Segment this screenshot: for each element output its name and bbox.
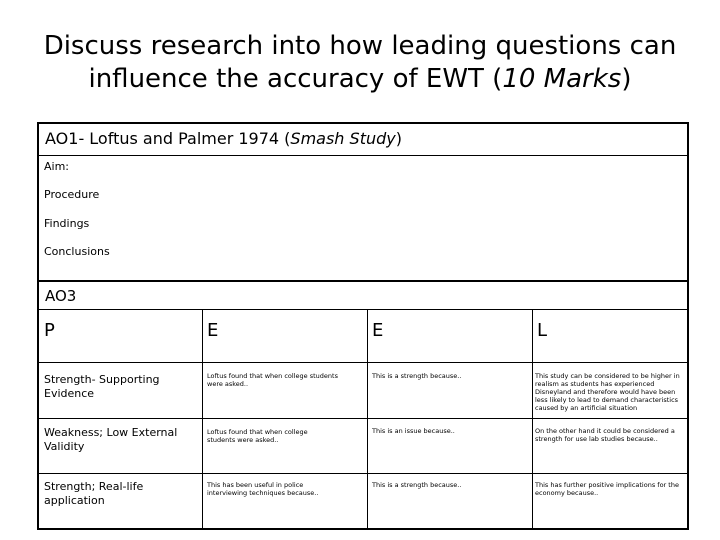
ao1-header-prefix: AO1- Loftus and Palmer 1974 ( — [45, 129, 291, 148]
title-line-2-suffix: ) — [621, 64, 632, 94]
ao1-header — [39, 124, 687, 156]
ao1-label-findings: Findings — [44, 217, 90, 230]
column-divider — [367, 310, 368, 528]
ao1-label-aim: Aim: — [44, 160, 70, 173]
column-header-p: P — [44, 320, 55, 341]
ao3-table — [37, 282, 689, 530]
ao1-label-conclusions: Conclusions — [44, 245, 110, 258]
table-row-3-point: Strength; Real-life application — [44, 480, 144, 507]
table-row-1-evidence: Loftus found that when college students were asked.. — [207, 372, 338, 388]
column-header-e1: E — [207, 320, 219, 341]
ao1-label-procedure: Procedure — [44, 188, 100, 201]
table-row-2-link: On the other hand it could be considered a strength for use lab studies because.. — [535, 427, 675, 443]
column-divider — [202, 310, 203, 528]
table-row-2-explanation: This is an issue because.. — [372, 427, 455, 435]
ao1-section — [37, 122, 689, 282]
table-row-1-point: Strength- Supporting Evidence — [44, 373, 160, 400]
table-row-1-explanation: This is a strength because.. — [372, 372, 462, 380]
title-marks: 10 Marks — [502, 64, 622, 94]
table-row-3-explanation: This is a strength because.. — [372, 481, 462, 489]
row-divider — [39, 362, 687, 363]
ao1-header-suffix: ) — [395, 129, 402, 148]
table-row-3-evidence: This has been useful in police interviewing techniques because.. — [207, 481, 319, 497]
column-divider — [532, 310, 533, 528]
row-divider — [39, 418, 687, 419]
table-row-3-link: This has further positive implications for the economy because.. — [535, 481, 679, 497]
title-line-2-prefix: influence the accuracy of EWT ( — [88, 64, 503, 94]
slide-title — [0, 30, 720, 96]
table-row-1-link: This study can be considered to be higher in realism as students has experienced Disneyland and therefore would have been less likely to lead to demand characteristics caused by an artificial situation — [535, 372, 680, 412]
title-line-2 — [0, 63, 720, 96]
column-header-l: L — [537, 320, 548, 341]
ao1-study-name: Smash Study — [290, 129, 396, 148]
column-header-e2: E — [372, 320, 384, 341]
table-row-2-evidence: Loftus found that when college students were asked.. — [207, 428, 308, 444]
table-row-2-point: Weakness; Low External Validity — [44, 426, 178, 453]
ao3-label: AO3 — [39, 282, 687, 310]
title-line-1: Discuss research into how leading questions can — [43, 31, 677, 61]
row-divider — [39, 473, 687, 474]
